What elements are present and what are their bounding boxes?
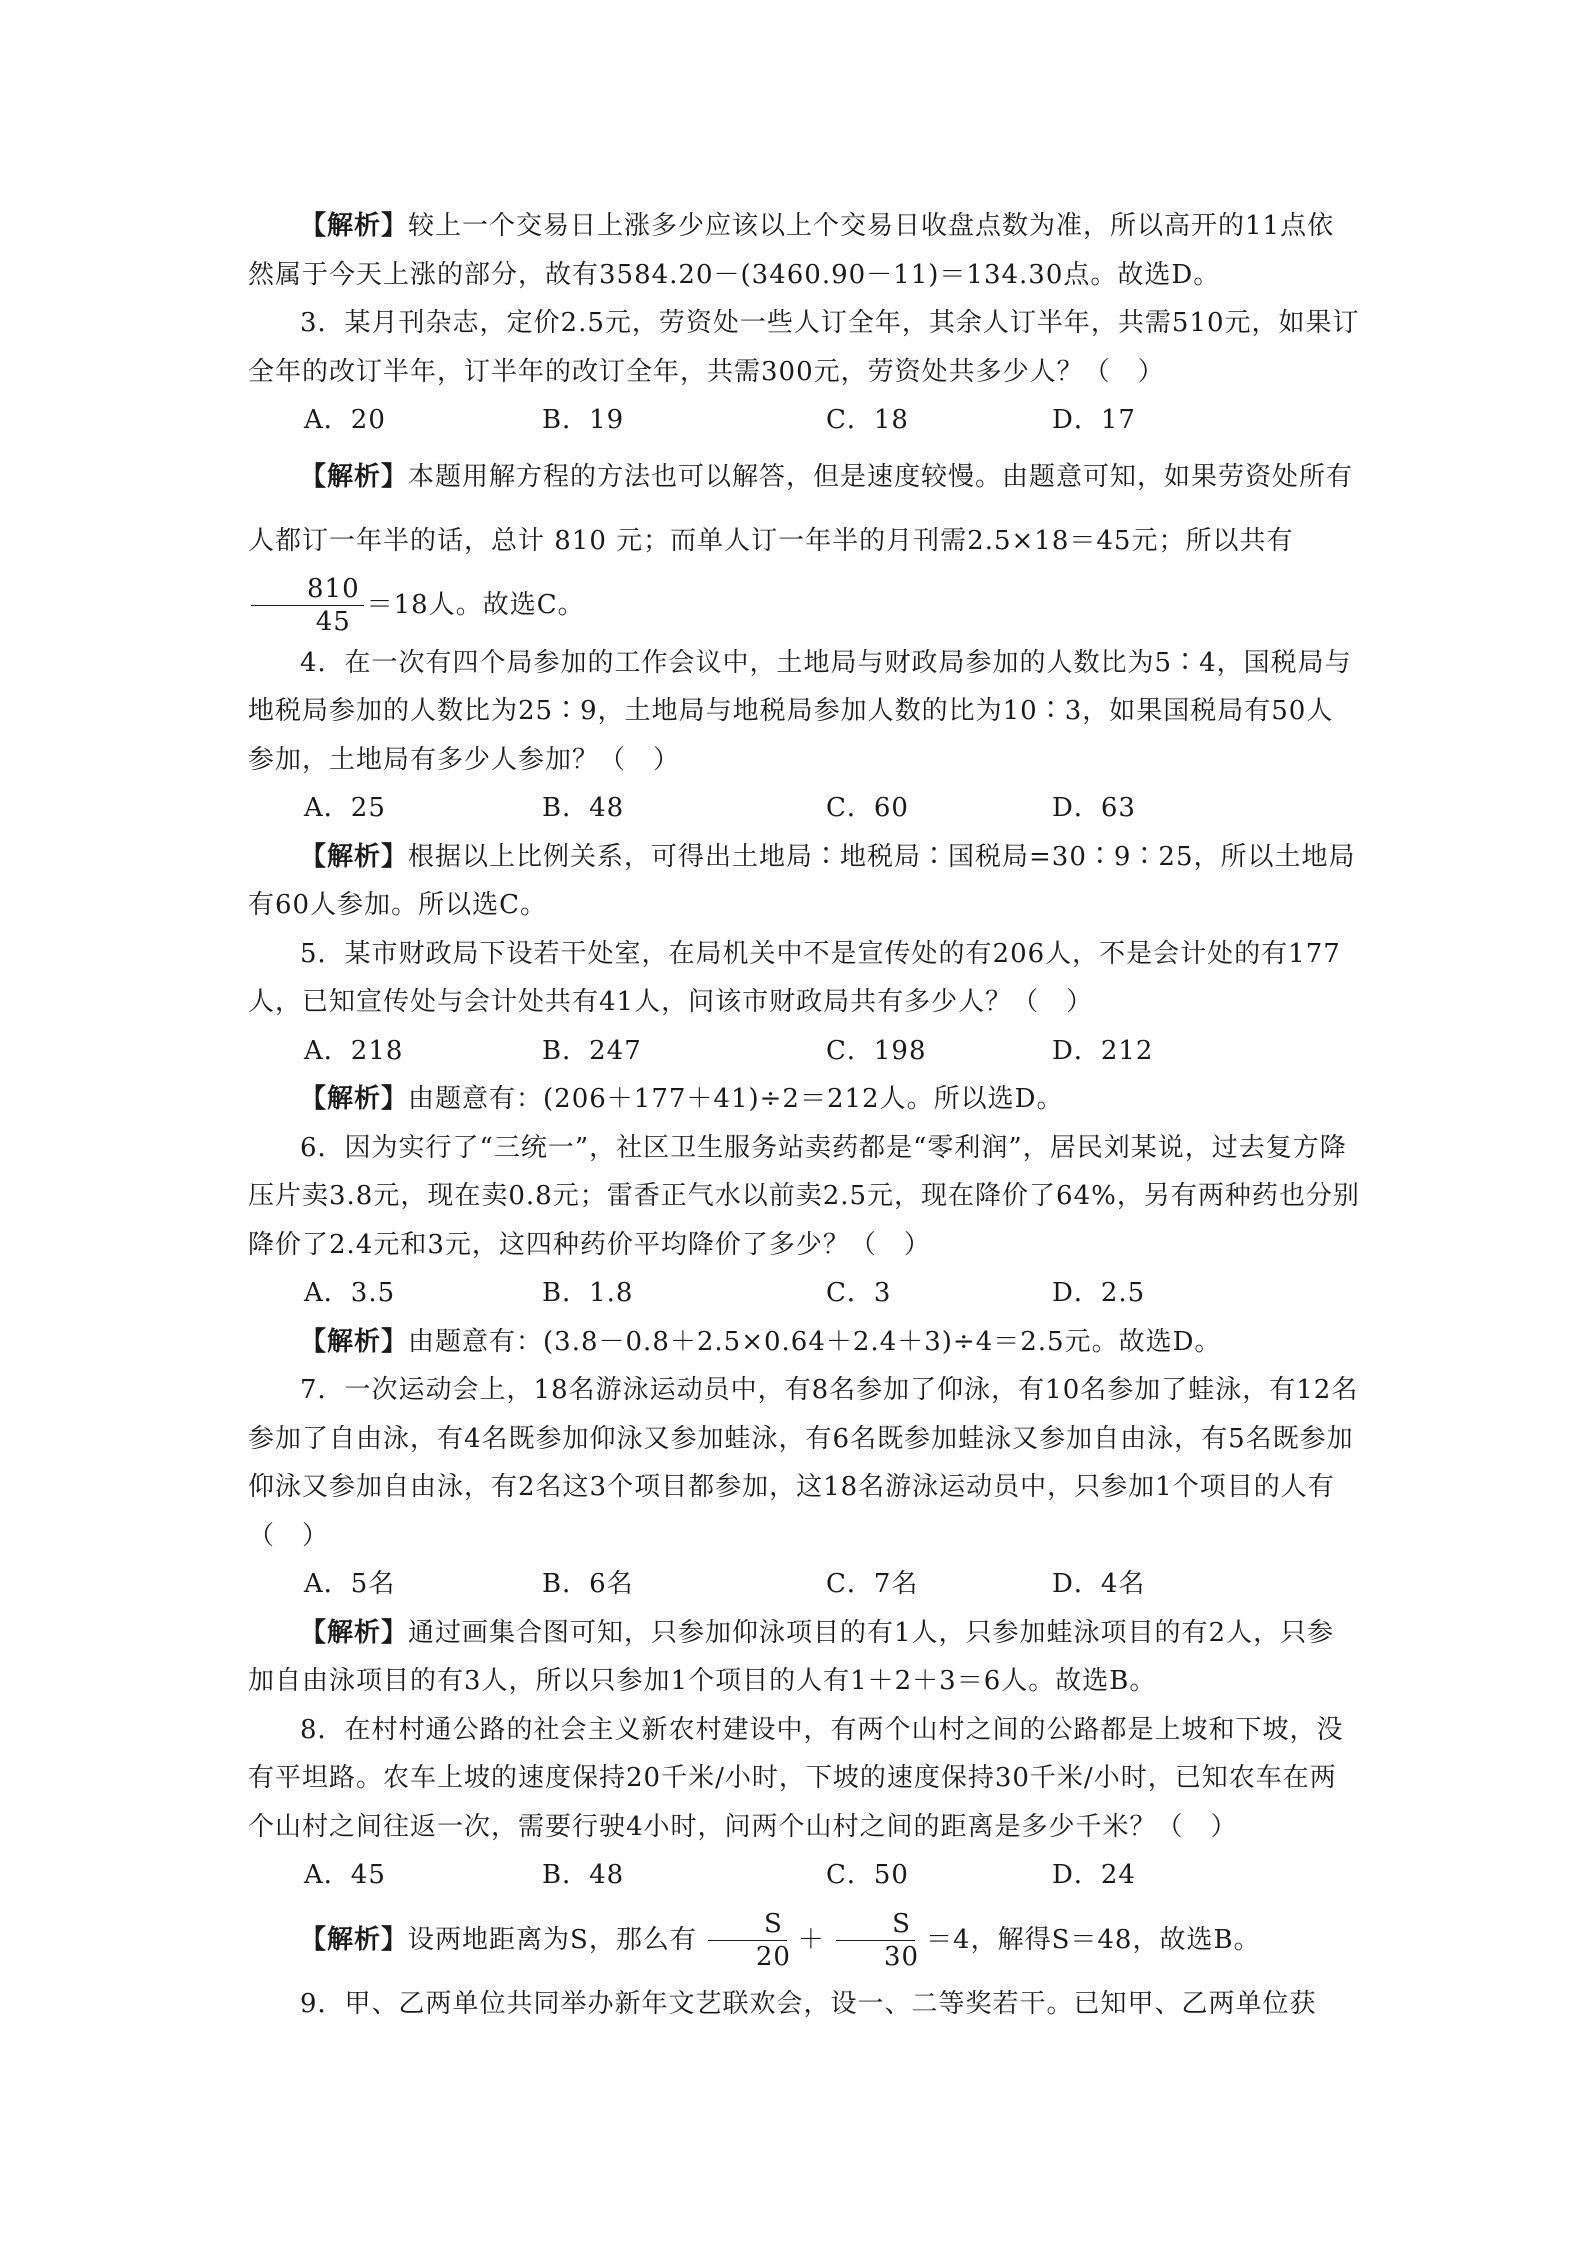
option-d: D．212 (1052, 1035, 1154, 1066)
question-8: 8．在村村通公路的社会主义新农村建设中，有两个山村之间的公路都是上坡和下坡，没有平坦路。农车上坡的速度保持20千米/小时，下坡的速度保持30千米/小时，已知农车在两个山村之间往返一次，需要行驶4小时，问两个山村之间的距离是多少千米？（ ） (248, 1714, 1344, 1842)
analysis-text-after: ＝4，解得S＝48，故选B。 (926, 1924, 1261, 1955)
question-4: 4．在一次有四个局参加的工作会议中，土地局与财政局参加的人数比为5∶4，国税局与地税局参加的人数比为25∶9，土地局与地税局参加人数的比为10∶3，如果国税局有50人参加，土地局有多少人参加？（ ） (248, 647, 1352, 775)
question-9: 9．甲、乙两单位共同举办新年文艺联欢会，设一、二等奖若干。已知甲、乙两单位获 (300, 1988, 1317, 2019)
analysis-text-after: ＝18人。故选C。 (366, 589, 585, 620)
analysis-q5 (248, 1075, 1360, 1124)
option-a: A．25 (304, 793, 386, 823)
analysis-label: 【解析】 (300, 1617, 409, 1648)
option-a: A．45 (304, 1860, 386, 1890)
analysis-q3 (248, 445, 1360, 639)
analysis-text: 根据以上比例关系，可得出土地局∶地税局∶国税局=30∶9∶25，所以土地局有60人参加。所以选C。 (248, 841, 1356, 920)
question-7: 7．一次运动会上，18名游泳运动员中，有8名参加了仰泳，有10名参加了蛙泳，有12名参加了自由泳，有4名既参加仰泳又参加蛙泳，有6名既参加蛙泳又参加自由泳，有5名既参加仰泳又参加自由泳，有2名这3个项目都参加，这18名游泳运动员中，只参加1个项目的人有（ ） (248, 1375, 1359, 1551)
analysis-label: 【解析】 (300, 461, 409, 492)
analysis-q2 (248, 202, 1360, 299)
fraction-numerator: S (708, 1908, 787, 1942)
options-q7 (248, 1560, 1360, 1609)
options-q3 (248, 396, 1360, 445)
fraction-denominator: 45 (315, 607, 351, 637)
option-d: D．17 (1052, 405, 1136, 435)
options-q8 (248, 1851, 1360, 1900)
options-q5 (248, 1027, 1360, 1076)
analysis-q7 (248, 1609, 1360, 1706)
option-c: C．3 (826, 1278, 892, 1308)
option-c: C．7名 (826, 1569, 919, 1599)
fraction-s-20 (700, 1908, 795, 1974)
option-d: D．63 (1052, 793, 1136, 823)
option-b: B．6名 (542, 1569, 634, 1599)
option-b: B．1.8 (542, 1278, 634, 1308)
plus-sign: ＋ (797, 1924, 825, 1955)
fraction-denominator: 20 (755, 1942, 791, 1972)
option-a: A．5名 (304, 1569, 396, 1599)
analysis-label: 【解析】 (300, 1924, 409, 1955)
page-content (248, 202, 1360, 2028)
fraction-numerator: 810 (251, 573, 364, 607)
analysis-text: 较上一个交易日上涨多少应该以上个交易日收盘点数为准，所以高开的11点依然属于今天上涨的部分，故有3584.20－(3460.90－11)＝134.30点。故选D。 (248, 211, 1335, 290)
option-d: D．2.5 (1052, 1278, 1146, 1308)
option-a: A．218 (304, 1035, 404, 1066)
question-5: 5．某市财政局下设若干处室，在局机关中不是宣传处的有206人，不是会计处的有177人，已知宣传处与会计处共有41人，问该市财政局共有多少人？（ ） (248, 938, 1341, 1017)
option-c: C．60 (826, 793, 909, 823)
option-c: C．50 (826, 1860, 909, 1890)
analysis-q8 (248, 1900, 1360, 1980)
option-a: A．3.5 (304, 1278, 396, 1308)
option-b: B．19 (542, 405, 625, 435)
analysis-q4 (248, 833, 1360, 930)
option-b: B．48 (542, 1860, 625, 1890)
analysis-label: 【解析】 (300, 1084, 409, 1114)
analysis-label: 【解析】 (300, 841, 409, 872)
options-q4 (248, 784, 1360, 833)
option-b: B．247 (542, 1035, 642, 1066)
question-3: 3．某月刊杂志，定价2.5元，劳资处一些人订全年，其余人订半年，共需510元，如果订全年的改订半年，订半年的改订全年，共需300元，劳资处共多少人？（ ） (248, 308, 1360, 387)
option-a: A．20 (304, 405, 386, 435)
analysis-text: 由题意有：(3.8－0.8＋2.5×0.64＋2.4＋3)÷4＝2.5元。故选D。 (408, 1326, 1222, 1357)
options-q6 (248, 1269, 1360, 1318)
analysis-text: 设两地距离为S，那么有 (408, 1924, 697, 1955)
fraction-s-30 (828, 1908, 923, 1974)
option-b: B．48 (542, 793, 625, 823)
fraction-denominator: 30 (883, 1942, 920, 1972)
fraction-810-45 (251, 573, 364, 639)
analysis-text: 通过画集合图可知，只参加仰泳项目的有1人，只参加蛙泳项目的有2人，只参加自由泳项目的有3人，所以只参加1个项目的人有1＋2＋3＝6人。故选B。 (248, 1617, 1335, 1696)
analysis-text: 本题用解方程的方法也可以解答，但是速度较慢。由题意可知，如果劳资处所有人都订一年半的话，总计 810 元；而单人订一年半的月刊需2.5×18＝45元；所以共有 (248, 461, 1354, 556)
option-d: D．24 (1052, 1860, 1136, 1890)
question-6: 6．因为实行了“三统一”，社区卫生服务站卖药都是“零利润”，居民刘某说，过去复方降压片卖3.8元，现在卖0.8元；雷香正气水以前卖2.5元，现在降价了64%，另有两种药也分别降价了2.4元和3元，这四种药价平均降价了多少？（ ） (248, 1132, 1360, 1260)
analysis-label: 【解析】 (300, 1326, 409, 1357)
analysis-q6 (248, 1318, 1360, 1367)
analysis-text: 由题意有：(206＋177＋41)÷2＝212人。所以选D。 (408, 1084, 1064, 1114)
option-c: C．198 (826, 1035, 927, 1066)
option-d: D．4名 (1052, 1569, 1146, 1599)
option-c: C．18 (826, 405, 909, 435)
analysis-label: 【解析】 (300, 211, 409, 241)
fraction-numerator: S (836, 1908, 915, 1942)
